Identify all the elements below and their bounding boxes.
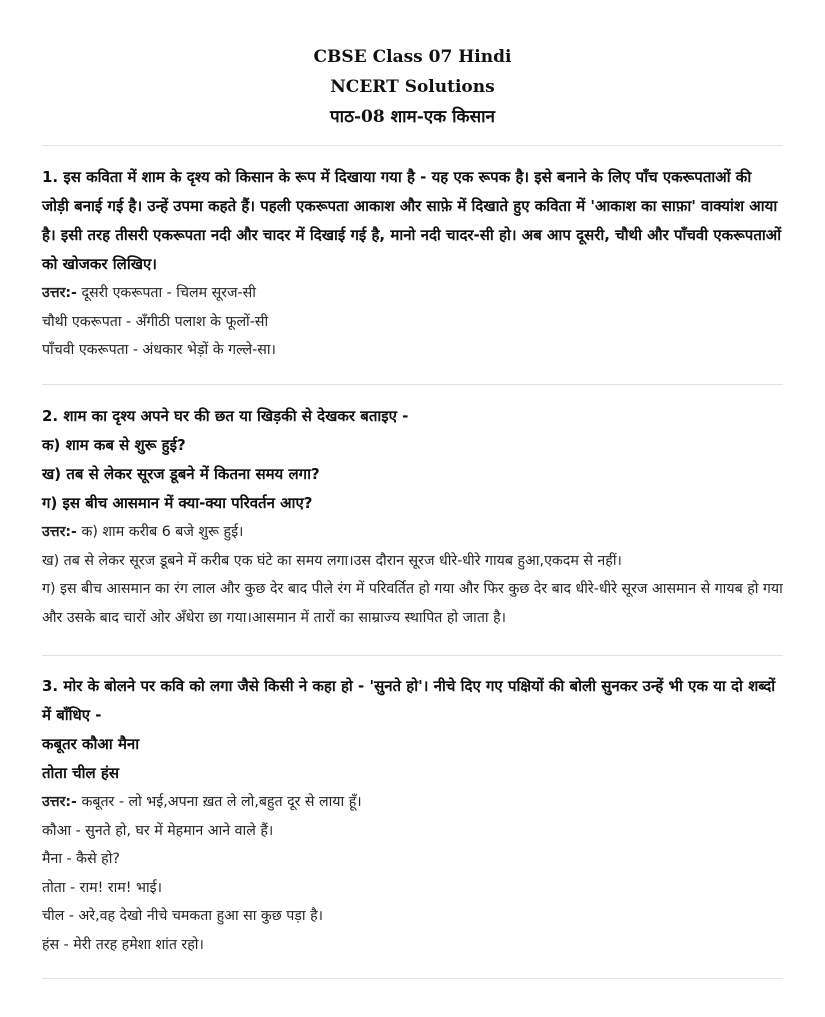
- answer-line: कौआ - सुनते हो, घर में मेहमान आने वाले हैं।: [42, 822, 274, 839]
- answer-line: हंस - मेरी तरह हमेशा शांत रहो।: [42, 936, 204, 953]
- answer-line: चील - अरे,वह देखो नीचे चमकता हुआ सा कुछ पड़ा है।: [42, 908, 323, 924]
- question-3-line: कबूतर कौआ मैना: [42, 735, 140, 753]
- question-1-section: [42, 163, 783, 365]
- answer-line: [42, 788, 783, 817]
- question-3-line: तोता चील हंस: [42, 764, 119, 782]
- question-2-line: क) शाम कब से शुरू हुई?: [42, 436, 186, 454]
- question-3-line: 3. मोर के बोलने पर कवि को लगा जैसे किसी ने कहा हो - 'सुनते हो'। नीचे दिए गए पक्षियों की बोली सुनकर उन्हें भी एक या दो शब्दों में बाँधिए -: [42, 677, 776, 724]
- question-2-line: ग) इस बीच आसमान में क्या-क्या परिवर्तन आए?: [42, 494, 313, 512]
- answer-line: [42, 518, 783, 547]
- question-3-section: [42, 672, 783, 959]
- answer-line: ख) तब से लेकर सूरज डूबने में करीब एक घंटे का समय लगा।उस दौरान सूरज धीरे-धीरे गायब हुआ,एकदम से नहीं।: [42, 552, 622, 569]
- divider: [42, 978, 783, 979]
- question-2-line: 2. शाम का दृश्य अपने घर की छत या खिड़की से देखकर बताइए -: [42, 407, 409, 425]
- answer-line: पाँचवी एकरूपता - अंधकार भेड़ों के गल्ले-सा।: [42, 342, 276, 358]
- question-2-line: ख) तब से लेकर सूरज डूबने में कितना समय लगा?: [42, 465, 320, 483]
- divider: [42, 655, 783, 656]
- divider: [42, 384, 783, 385]
- divider: [42, 145, 783, 146]
- answer-line: [42, 279, 783, 308]
- answer-text: दूसरी एकरूपता - चिलम सूरज-सी: [76, 285, 256, 301]
- answer-label: उत्तर:-: [42, 285, 77, 301]
- answer-line: तोता - राम! राम! भाई।: [42, 879, 162, 896]
- question-1-text: 1. इस कविता में शाम के दृश्य को किसान के रूप में दिखाया गया है - यह एक रूपक है। इसे बनाने के लिए पाँच एकरूपताओं की जोड़ी बनाई गई है। उन्हें उपमा कहते हैं। पहली एकरूपता आकाश और साफ़े में दिखाते हुए कविता में 'आकाश का साफ़ा' वाक्यांश आया है। इसी तरह तीसरी एकरूपता नदी और चादर में दिखाई गई है, मानो नदी चादर-सी हो। अब आप दूसरी, चौथी और पाँचवी एकरूपताओं को खोजकर लिखिए।: [42, 168, 782, 273]
- answer-line: चौथी एकरूपता - अँगीठी पलाश के फूलों-सी: [42, 313, 269, 330]
- answer-line: मैना - कैसे हो?: [42, 851, 120, 867]
- page-header: [0, 42, 825, 132]
- answer-label: उत्तर:-: [42, 794, 77, 810]
- answer-label: उत्तर:-: [42, 524, 77, 540]
- answer-line: ग) इस बीच आसमान का रंग लाल और कुछ देर बाद पीले रंग में परिवर्तित हो गया और फिर कुछ देर बाद धीरे-धीरे सूरज आसमान से गायब हो गया और उसके बाद चारों ओर अँधेरा छा गया।आसमान में तारों का साम्राज्य स्थापित हो जाता है।: [42, 581, 783, 626]
- answer-text: क) शाम करीब 6 बजे शुरू हुई।: [76, 524, 244, 540]
- answer-text: कबूतर - लो भई,अपना ख़त ले लो,बहुत दूर से लाया हूँ।: [76, 794, 362, 810]
- document-subtitle: NCERT Solutions: [330, 77, 495, 97]
- question-2-section: [42, 402, 783, 632]
- chapter-title: पाठ-08 शाम-एक किसान: [330, 107, 495, 127]
- document-title: CBSE Class 07 Hindi: [313, 47, 512, 67]
